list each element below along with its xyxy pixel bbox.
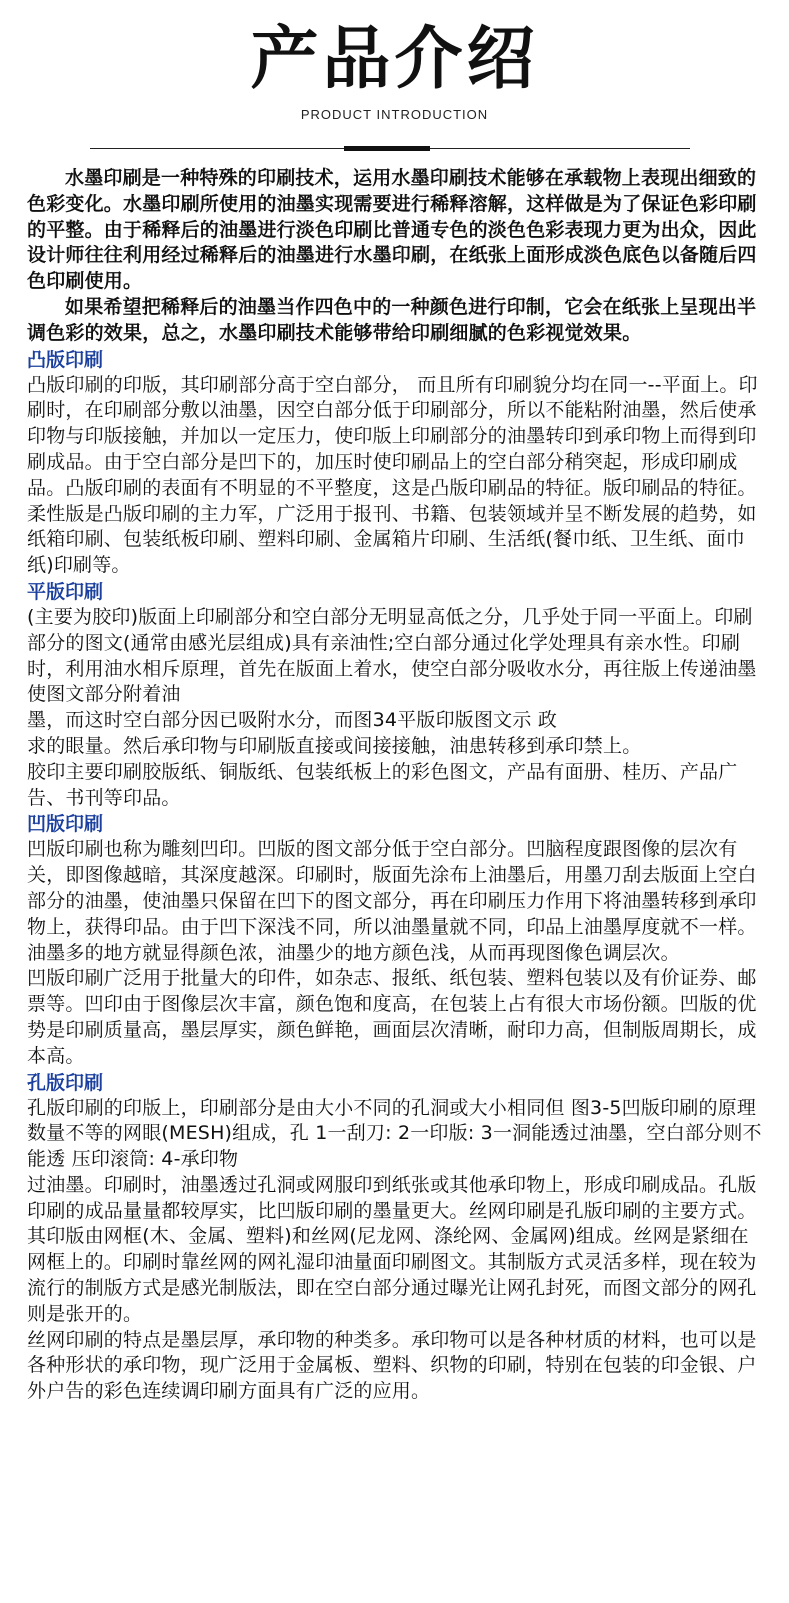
section-paragraph: 丝网印刷的特点是墨层厚，承印物的种类多。承印物可以是各种材质的材料，也可以是各种形状的承印物，现广泛用于金属板、塑料、织物的印刷，特别在包装的印金银、户外户告的彩色连续调印刷方面具有广泛的应用。 [27, 1328, 757, 1403]
section-lithography [27, 579, 767, 811]
section-paragraph: 墨，而这时空白部分因已吸附水分，而图34平版印版图文示 政 [27, 709, 558, 732]
page-title: 产品介绍 [250, 20, 539, 99]
section-heading: 凹版印刷 [27, 813, 104, 836]
page-header [0, 0, 789, 160]
section-paragraph: 柔性版是凸版印刷的主力军，广泛用于报刊、书籍、包装领域并呈不断发展的趋势，如纸箱印刷、包装纸板印刷、塑料印刷、金属箱片印刷、生活纸(餐巾纸、卫生纸、面巾纸)印刷等。 [27, 502, 757, 577]
intro-paragraph-1: 水墨印刷是一种特殊的印刷技术，运用水墨印刷技术能够在承载物上表现出细致的色彩变化。水墨印刷所使用的油墨实现需要进行稀释溶解，这样做是为了保证色彩印刷的平整。由于稀释后的油墨进行淡色印刷比普通专色的淡色色彩表现力更为出众，因此设计师往往利用经过稀释后的油墨进行水墨印刷，在纸张上面形成淡色底色以备随后四色印刷使用。 [27, 167, 757, 293]
article-body [27, 166, 767, 1405]
section-heading: 平版印刷 [27, 580, 104, 603]
section-heading: 凸版印刷 [27, 348, 104, 371]
section-paragraph: 凹版印刷广泛用于批量大的印件，如杂志、报纸、纸包装、塑料包装以及有价证券、邮票等。凹印由于图像层次丰富，颜色饱和度高，在包装上占有很大市场份额。凹版的优势是印刷质量高，墨层厚实，颜色鲜艳，画面层次清晰，耐印力高，但制版周期长，成本高。 [27, 967, 757, 1067]
section-paragraph: 求的眼量。然后承印物与印刷版直接或间接接触，油患转移到承印禁上。 [27, 734, 642, 757]
section-paragraph: (主要为胶印)版面上印刷部分和空白部分无明显高低之分，几乎处于同一平面上。印刷部分的图文(通常由感光层组成)具有亲油性;空白部分通过化学处理具有亲水性。印刷时，利用油水相斥原理，首先在版面上着水，使空白部分吸收水分，再往版上传递油墨使图文部分附着油 [27, 605, 757, 706]
divider-accent [344, 146, 430, 151]
section-heading: 孔版印刷 [27, 1071, 104, 1094]
intro-paragraph-2: 如果希望把稀释后的油墨当作四色中的一种颜色进行印制，它会在纸张上呈现出半调色彩的效果，总之，水墨印刷技术能够带给印刷细腻的色彩视觉效果。 [27, 295, 757, 344]
section-screen-printing [27, 1070, 767, 1406]
section-paragraph: 孔版印刷的印版上，印刷部分是由大小不同的孔洞或大小相同但 图3-5凹版印刷的原理数量不等的网眼(MESH)组成，孔 1一刮刀: 2一印版: 3一洞能透过油墨，空白部分则不能透 压印滚筒: 4-承印物 [27, 1096, 762, 1171]
page-subtitle: PRODUCT INTRODUCTION [300, 107, 489, 122]
section-paragraph: 胶印主要印刷胶版纸、铜版纸、包装纸板上的彩色图文，产品有面册、桂历、产品广告、书刊等印品。 [27, 760, 738, 809]
section-gravure [27, 811, 767, 1069]
section-paragraph: 凸版印刷的印版，其印刷部分高于空白部分， 而且所有印刷貌分均在同一--平面上。印刷时，在印刷部分敷以油墨，因空白部分低于印刷部分，所以不能粘附油墨，然后使承印物与印版接触，并加以一定压力，使印版上印刷部分的油墨转印到承印物上而得到印刷成品。由于空白部分是凹下的，加压时使印刷品上的空白部分稍突起，形成印刷成品。凸版印刷的表面有不明显的不平整度，这是凸版印刷品的特征。版印刷品的特征。 [27, 373, 758, 499]
section-paragraph: 凹版印刷也称为雕刻凹印。凹版的图文部分低于空白部分。凹脑程度跟图像的层次有关，即图像越暗，其深度越深。印刷时，版面先涂布上油墨后，用墨刀刮去版面上空白部分的油墨，使油墨只保留在凹下的图文部分，再在印刷压力作用下将油墨转移到承印物上，获得印品。由于凹下深浅不同，所以油墨量就不同，印品上油墨厚度就不一样。油墨多的地方就显得颜色浓，油墨少的地方颜色浅，从而再现图像色调层次。 [27, 838, 757, 964]
section-paragraph: 过油墨。印刷时，油墨透过孔洞或网服印到纸张或其他承印物上，形成印刷成品。孔版印刷的成品量量都较厚实，比凹版印刷的墨量更大。丝网印刷是孔版印刷的主要方式。其印版由网框(木、金属、塑料)和丝网(尼龙网、涤纶网、金属网)组成。丝网是紧细在网框上的。印刷时靠丝网的网礼湿印油量面印刷图文。其制版方式灵活多样，现在较为流行的制版方式是感光制版法，即在空白部分通过曝光让网孔封死，而图文部分的网孔则是张开的。 [27, 1173, 757, 1325]
section-letterpress [27, 347, 767, 579]
